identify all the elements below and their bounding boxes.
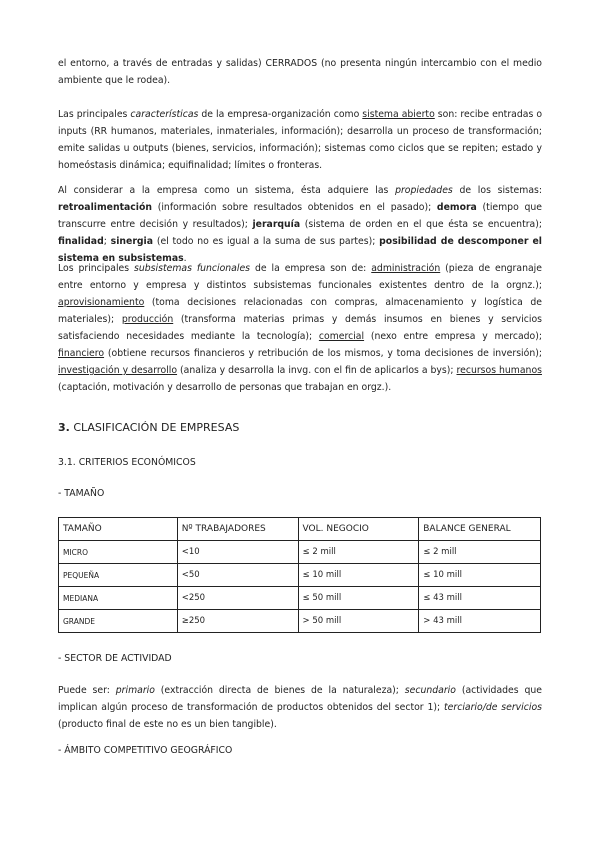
table-row: [59, 541, 541, 564]
table-cell: ≤ 10 mill: [419, 564, 541, 587]
size-table: [58, 517, 541, 633]
table-cell: PEQUEÑA: [59, 564, 178, 587]
table-row: [59, 564, 541, 587]
header-size: TAMAÑO: [59, 518, 178, 541]
table-header-row: [59, 518, 541, 541]
geographic-scope-label: - ÁMBITO COMPETITIVO GEOGRÁFICO: [58, 745, 233, 756]
paragraph-closed-systems: el entorno, a través de entradas y salidas) CERRADOS (no presenta ningún intercambio con el medio ambiente que le rodea).: [58, 58, 542, 86]
header-workers: Nº TRABAJADORES: [177, 518, 298, 541]
table-cell: <10: [177, 541, 298, 564]
header-turnover: VOL. NEGOCIO: [298, 518, 419, 541]
subsection-heading: 3.1. CRITERIOS ECONÓMICOS: [58, 457, 196, 468]
size-criterion-label: - TAMAÑO: [58, 488, 105, 499]
paragraph-subsystems: Los principales subsistemas funcionales de la empresa son de: administración (pieza de engranaje entre entorno y empresa y distintos subsistemas funcionales existentes dentro de la orgnz.); aprovisionamiento (toma decisiones relacionadas con compras, almacenamiento y logística de materiales); producción (transforma materias primas y demás insumos en bienes y servicios satisfaciendo necesidades mediante la tecnología); comercial (nexo entre empresa y mercado); financiero (obtiene recursos financieros y retribución de los mismos, y toma decisiones de inversión); investigación y desarrollo (analiza y desarrolla la invg. con el fin de aplicarlos a bys); recursos humanos (captación, motivación y desarrollo de personas que trabajan en orgz.).: [58, 263, 542, 393]
table-cell: > 50 mill: [298, 610, 419, 633]
table-cell: ≤ 50 mill: [298, 587, 419, 610]
table-cell: ≤ 10 mill: [298, 564, 419, 587]
table-cell: > 43 mill: [419, 610, 541, 633]
paragraph-sectors: Puede ser: primario (extracción directa de bienes de la naturaleza); secundario (actividades que implican algún proceso de transformación de productos obtenidos del sector 1); terciario/de servicios (producto final de este no es un bien tangible).: [58, 685, 542, 730]
sector-criterion-label: - SECTOR DE ACTIVIDAD: [58, 653, 172, 664]
table-cell: MEDIANA: [59, 587, 178, 610]
table-row: [59, 587, 541, 610]
paragraph-properties: Al considerar a la empresa como un sistema, ésta adquiere las propiedades de los sistemas: retroalimentación (información sobre resultados obtenidos en el pasado); demora (tiempo que transcurre entre decisión y resultados); jerarquía (sistema de orden en el que ésta se encuentra); finalidad; sinergia (el todo no es igual a la suma de sus partes); posibilidad de descomponer el sistema en subsistemas.: [58, 185, 542, 264]
table-cell: MICRO: [59, 541, 178, 564]
table-cell: GRANDE: [59, 610, 178, 633]
table-cell: ≥250: [177, 610, 298, 633]
paragraph-characteristics: Las principales características de la empresa-organización como sistema abierto son: recibe entradas o inputs (RR humanos, materiales, inmateriales, información); desarrolla un proceso de transformación; emite salidas u outputs (bienes, servicios, información); sistemas como ciclos que se repiten; estado y homeóstasis dinámica; equifinalidad; límites o fronteras.: [58, 109, 543, 171]
table-cell: <250: [177, 587, 298, 610]
section-heading: 3. CLASIFICACIÓN DE EMPRESAS: [58, 421, 240, 434]
table-row: [59, 610, 541, 633]
table-cell: ≤ 43 mill: [419, 587, 541, 610]
header-balance: BALANCE GENERAL: [419, 518, 541, 541]
table-cell: ≤ 2 mill: [419, 541, 541, 564]
table-cell: <50: [177, 564, 298, 587]
table-cell: ≤ 2 mill: [298, 541, 419, 564]
